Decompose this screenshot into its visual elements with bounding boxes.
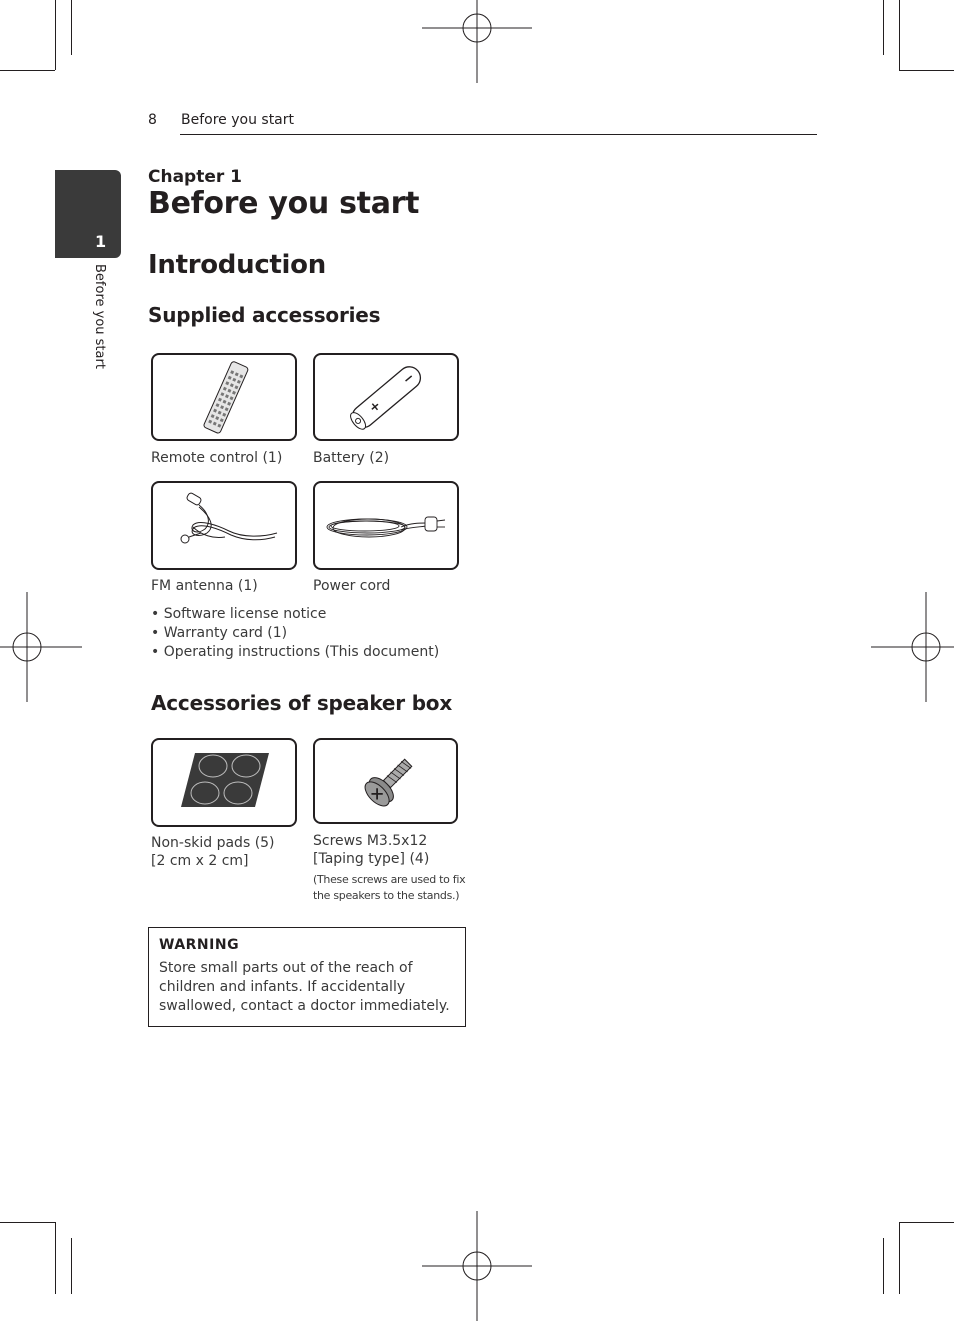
battery-caption: Battery (2) (313, 450, 390, 466)
registration-mark-bottom (422, 1211, 532, 1321)
page-number: 8 (148, 112, 157, 128)
remote-control-icon (153, 355, 295, 439)
remote-control-caption: Remote control (1) (151, 450, 283, 466)
registration-mark-right (871, 592, 954, 702)
non-skid-pads-caption-line2: [2 cm x 2 cm] (151, 853, 249, 869)
screws-caption-line2: [Taping type] (4) (313, 851, 430, 867)
registration-mark-left (0, 592, 82, 702)
chapter-title: Before you start (148, 186, 420, 221)
fm-antenna-caption: FM antenna (1) (151, 578, 258, 594)
registration-mark-top (422, 0, 532, 83)
non-skid-pads-icon (153, 740, 295, 825)
warning-text: Store small parts out of the reach of children and infants. If accidentally swallowed, contact a doctor immediately. (159, 960, 450, 1014)
battery-box (313, 353, 459, 441)
power-cord-icon (315, 483, 457, 568)
side-tab-label: Before you start (92, 264, 107, 369)
running-header: Before you start (181, 112, 295, 128)
supplied-accessories-heading: Supplied accessories (148, 303, 381, 327)
fm-antenna-icon (153, 483, 295, 568)
screws-note-line2: the speakers to the stands.) (313, 889, 460, 902)
fm-antenna-box (151, 481, 297, 570)
speaker-box-heading: Accessories of speaker box (151, 691, 453, 715)
screws-box (313, 738, 458, 824)
remote-control-box (151, 353, 297, 441)
header-rule (180, 134, 817, 135)
screw-icon (315, 740, 456, 822)
introduction-heading: Introduction (148, 250, 326, 280)
list-item: • Software license notice (151, 605, 439, 624)
warning-box (148, 927, 466, 1027)
list-item: • Warranty card (1) (151, 624, 439, 643)
power-cord-box (313, 481, 459, 570)
non-skid-pads-box (151, 738, 297, 827)
battery-icon (315, 355, 457, 439)
supplied-document-list (151, 605, 439, 662)
side-tab-number: 1 (95, 232, 107, 251)
non-skid-pads-caption-line1: Non-skid pads (5) (151, 835, 275, 851)
list-item: • Operating instructions (This document) (151, 643, 439, 662)
power-cord-caption: Power cord (313, 578, 391, 594)
chapter-side-tab (55, 170, 121, 258)
screws-caption-line1: Screws M3.5x12 (313, 833, 428, 849)
warning-title: WARNING (159, 937, 240, 953)
screws-note-line1: (These screws are used to fix (313, 873, 466, 886)
chapter-label: Chapter 1 (148, 167, 243, 187)
